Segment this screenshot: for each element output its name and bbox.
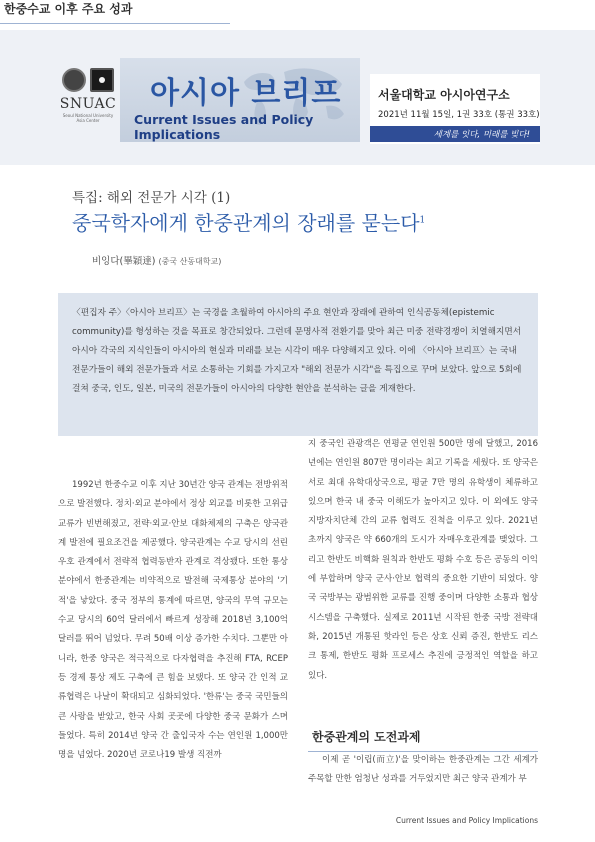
brief-title: 아시아 브리프 — [150, 76, 342, 111]
section-heading-achievements — [0, 0, 595, 17]
article-title-text: 중국학자에게 한중관계의 장래를 묻는다 — [72, 211, 420, 235]
article-author — [92, 253, 221, 267]
column-right — [308, 435, 538, 686]
page-footer: Current Issues and Policy Implications — [395, 816, 538, 825]
author-name: 비잉다(畢穎達) — [92, 256, 156, 267]
article-title — [72, 207, 425, 236]
editor-note: 〈편집자 주〉〈아시아 브리프〉는 국경을 초월하여 아시아의 주요 현안과 장래에 관하여 인식공동체(epistemic community)를 형성하는 것을 목표로 창간되었다. 그런데 문명사적 전환기를 맞아 최근 미중 전략경쟁이 치열해지면서 아시아 각국의 지식인들이 아시아의 현실과 미래를 보는 시각이 매우 다양해지고 있다. 이에 〈아시아 브리프〉는 국내 전문가들이 해외 전문가들과 서로 소통하는 기회를 가지고자 "해외 전문가 시각"을 특집으로 꾸며 보았다. 앞으로 5회에 걸쳐 중국, 인도, 일본, 미국의 전문가들이 아시아의 다양한 현안을 분석하는 글을 게재한다. — [72, 308, 522, 394]
author-affiliation: (중국 산동대학교) — [158, 257, 222, 266]
column-left — [58, 476, 288, 765]
snuac-logo — [58, 68, 118, 140]
asia-center-emblem-icon — [90, 68, 114, 92]
logo-text: SNUAC — [59, 96, 117, 112]
section-heading-text: 한중수교 이후 주요 성과 — [4, 2, 133, 16]
brief-title-panel — [120, 58, 360, 142]
column-right-section2 — [308, 751, 538, 790]
slogan: 세계를 잇다, 미래를 빚다! — [433, 130, 530, 140]
institute-name: 서울대학교 아시아연구소 — [378, 88, 510, 102]
article-series-label: 특집: 해외 전문가 시각 (1) — [72, 190, 231, 206]
footnote-marker: 1 — [419, 215, 426, 226]
body-paragraph: 이제 곧 '이립(而立)'을 맞이하는 한중관계는 그간 세계가 주목할 만한 엄청난 성과를 거두었지만 최근 양국 관계가 부 — [308, 755, 538, 785]
issue-info-panel — [370, 74, 540, 144]
body-paragraph: 1992년 한중수교 이후 지난 30년간 양국 관계는 전방위적으로 발전했다. 정치·외교 분야에서 정상 외교를 비롯한 고위급 교류가 빈번해졌고, 전략·외교·안보 대화체제의 구축은 양국관계 발전에 필요조건을 제공했다. 양국관계는 수교 당시의 선린우호 관계에서 전략적 협력동반자 관계로 격상됐다. 또한 통상 분야에서 한중관계는 비약적으로 발전해 국제통상 분야의 '기적'을 낳았다. 중국 정부의 통계에 따르면, 양국의 무역 규모는 수교 당시의 60억 달러에서 빠르게 성장해 2018년 3,100억 달러를 뛰어 넘었다. 무려 50배 이상 증가한 수치다. 그뿐만 아니라, 한중 양국은 적극적으로 다자협력을 추진해 FTA, RCEP 등 경제 통상 제도 구축에 큰 힘을 보탰다. 또 양국 간 인적 교류협력은 나날이 확대되고 심화되었다. '한류'는 중국 국민들의 큰 사랑을 받았고, 한국 사회 곳곳에 다양한 중국 문화가 스며들었다. 특히 2014년 양국 간 출입국자 수는 연인원 1,000만 명을 넘었다. 2020년 코로나19 발생 직전까 — [58, 480, 288, 761]
slogan-bar — [370, 126, 540, 142]
issue-info: 2021년 11월 15일, 1권 33호 (통권 33호) — [378, 110, 540, 120]
university-seal-icon — [62, 68, 86, 92]
brief-subtitle: Current Issues and Policy Implications — [134, 112, 314, 142]
editor-note-box — [58, 293, 538, 436]
section-heading-challenges — [308, 728, 542, 745]
logo-subtext: Seoul National University Asia Center — [62, 113, 114, 123]
section-heading-text: 한중관계의 도전과제 — [312, 730, 421, 744]
body-paragraph-continued: 지 중국인 관광객은 연평균 연인원 500만 명에 달했고, 2016년에는 연인원 807만 명이라는 최고 기록을 세웠다. 또 양국은 서로 최대 유학대상국으로, 평균 7만 명의 유학생이 체류하고 있으며 한국 내 중국 이해도가 높아지고 있다. 이 외에도 양국 지방자치단체 간의 교류 협력도 진척을 이루고 있다. 2021년 초까지 양국은 약 660개의 도시가 자매우호관계를 맺었다. 그리고 한반도 비핵화 원칙과 한반도 평화 수호 등은 공동의 이익에 부합하며 양국 군사·안보 협력의 중요한 기반이 되었다. 양국 국방부는 광범위한 교류를 진행 중이며 다양한 소통과 협상 시스템을 구축했다. 실제로 2011년 시작된 한중 국방 전략대화, 2015년 개통된 핫라인 등은 상호 신뢰 증진, 한반도 리스크 통제, 한반도 평화 프로세스 추진에 긍정적인 역할을 하고 있다. — [308, 439, 538, 681]
